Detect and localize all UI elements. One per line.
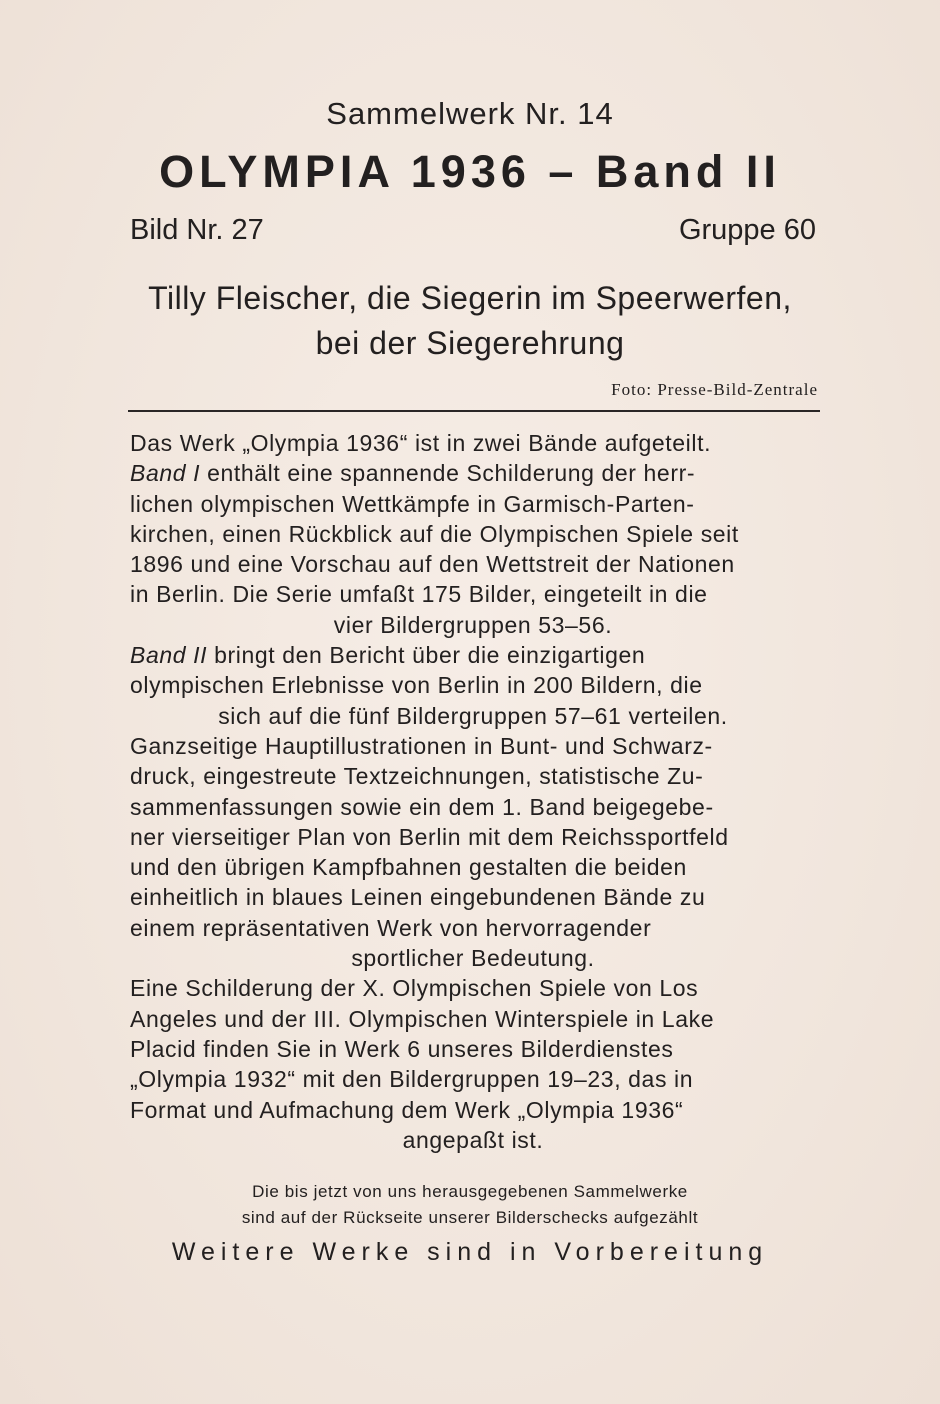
caption-line-1: Tilly Fleischer, die Siegerin im Speerwerfen, bbox=[148, 280, 792, 316]
picture-number: Bild Nr. 27 bbox=[130, 214, 264, 246]
body-line: kirchen, einen Rückblick auf die Olympischen Spiele seit bbox=[130, 520, 739, 547]
body-line: Das Werk „Olympia 1936“ ist in zwei Bände aufgeteilt. bbox=[130, 430, 712, 456]
body-line bbox=[130, 458, 816, 488]
photo-credit: Foto: Presse-Bild-Zentrale bbox=[611, 380, 818, 399]
body-line: Ganzseitige Hauptillustrationen in Bunt- und Schwarz- bbox=[130, 732, 713, 759]
body-line: einheitlich in blaues Leinen eingebundenen Bände zu bbox=[130, 884, 706, 911]
body-line: druck, eingestreute Textzeichnungen, statistische Zu- bbox=[130, 763, 704, 790]
body-line: lichen olympischen Wettkämpfe in Garmisch-Parten- bbox=[130, 490, 695, 517]
body-line: Format und Aufmachung dem Werk „Olympia 1936“ bbox=[130, 1096, 684, 1123]
body-line: sich auf die fünf Bildergruppen 57–61 verteilen. bbox=[218, 702, 728, 729]
band-two-label: Band II bbox=[130, 642, 208, 669]
footer-announcement: Weitere Werke sind in Vorbereitung bbox=[171, 1238, 769, 1266]
body-line-text: bringt den Bericht über die einzigartigen bbox=[214, 642, 646, 669]
body-line: einem repräsentativen Werk von hervorragender bbox=[130, 914, 652, 941]
caption-line-2: bei der Siegerehrung bbox=[315, 325, 625, 361]
note-line-1: Die bis jetzt von uns herausgegebenen Sammelwerke bbox=[252, 1182, 688, 1201]
body-line: und den übrigen Kampfbahnen gestalten die beiden bbox=[130, 854, 687, 881]
divider-rule bbox=[128, 410, 820, 412]
body-line: sammenfassungen sowie ein dem 1. Band beigegebe- bbox=[130, 793, 714, 820]
main-headline: OLYMPIA 1936 – Band II bbox=[159, 146, 781, 197]
body-line: Angeles und der III. Olympischen Winterspiele in Lake bbox=[130, 1005, 715, 1032]
band-one-label: Band I bbox=[130, 460, 201, 487]
body-text bbox=[130, 428, 816, 1155]
body-line: sportlicher Bedeutung. bbox=[351, 945, 595, 972]
body-line: angepaßt ist. bbox=[402, 1126, 544, 1153]
body-line: in Berlin. Die Serie umfaßt 175 Bilder, eingeteilt in die bbox=[130, 581, 708, 608]
body-line: 1896 und eine Vorschau auf den Wettstreit der Nationen bbox=[130, 551, 735, 578]
body-line: Eine Schilderung der X. Olympischen Spiele von Los bbox=[130, 975, 699, 1002]
body-line: vier Bildergruppen 53–56. bbox=[333, 611, 613, 638]
group-number: Gruppe 60 bbox=[678, 214, 816, 246]
body-line-text: enthält eine spannende Schilderung der herr- bbox=[207, 460, 696, 487]
note-line-2: sind auf der Rückseite unserer Bilderschecks aufgezählt bbox=[241, 1208, 699, 1227]
body-line: ner vierseitiger Plan von Berlin mit dem Reichssportfeld bbox=[130, 823, 729, 850]
series-title: Sammelwerk Nr. 14 bbox=[326, 96, 614, 131]
body-line: olympischen Erlebnisse von Berlin in 200 Bildern, die bbox=[130, 672, 703, 699]
body-line: „Olympia 1932“ mit den Bildergruppen 19–23, das in bbox=[130, 1066, 694, 1093]
body-line: Placid finden Sie in Werk 6 unseres Bilderdienstes bbox=[130, 1035, 674, 1062]
body-line bbox=[130, 640, 816, 670]
